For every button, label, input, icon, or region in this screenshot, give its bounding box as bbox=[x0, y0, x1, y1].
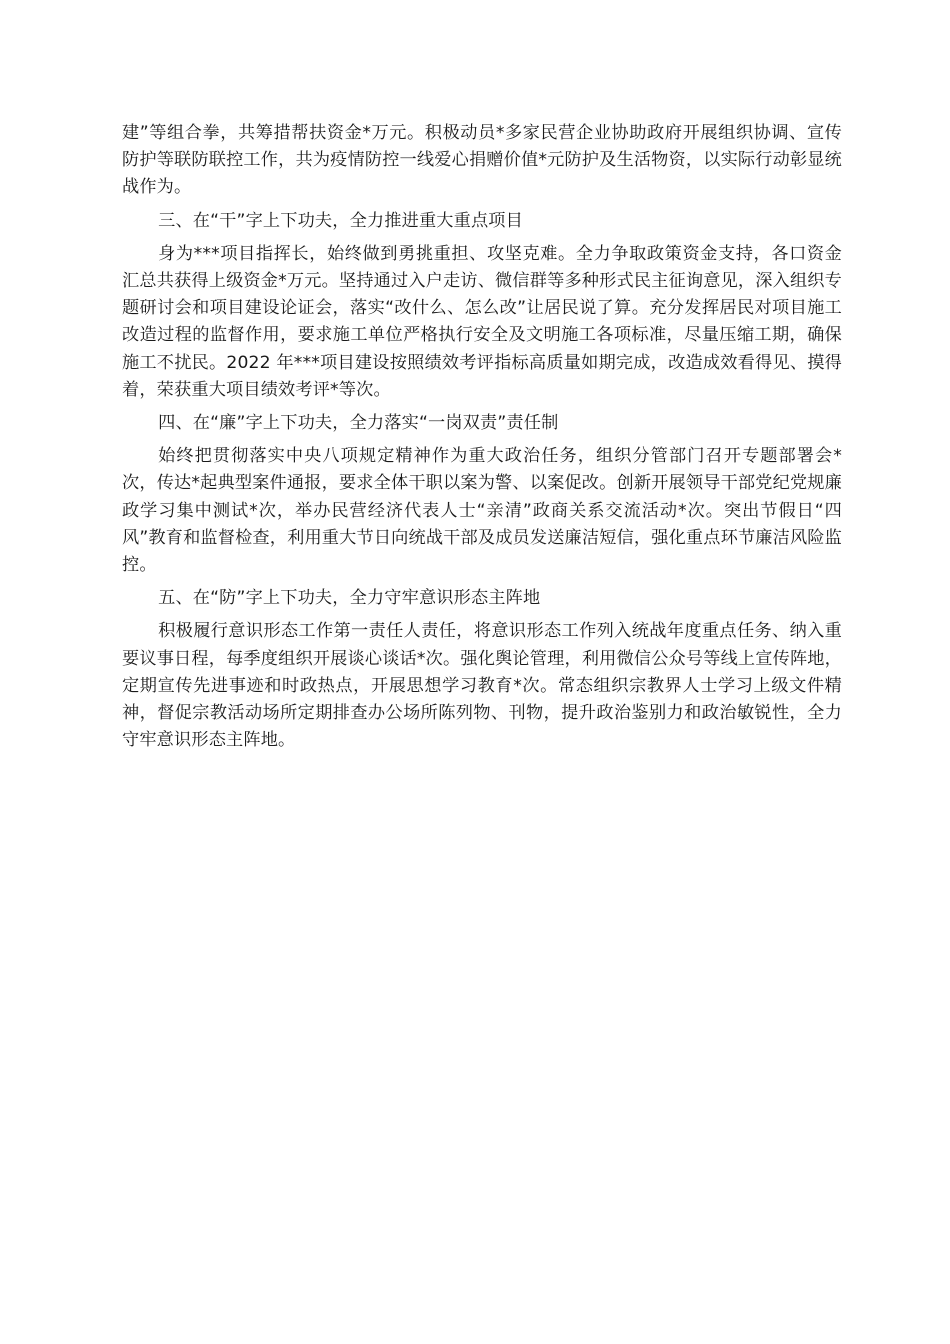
section-heading-3: 三、在“干”字上下功夫，全力推进重大重点项目 bbox=[158, 210, 523, 231]
document-body bbox=[122, 120, 842, 760]
section-heading-5: 五、在“防”字上下功夫，全力守牢意识形态主阵地 bbox=[158, 588, 541, 609]
paragraph-continuation: 建”等组合拳，共筹措帮扶资金*万元。积极动员*多家民营企业协助政府开展组织协调、宣传防护等联防联控工作，共为疫情防控一线爱心捐赠价值*元防护及生活物资，以实际行动彰显统战作为。 bbox=[122, 123, 842, 198]
paragraph-section-4: 始终把贯彻落实中央八项规定精神作为重大政治任务，组织分管部门召开专题部署会*次，传达*起典型案件通报，要求全体干职以案为警、以案促改。创新开展领导干部党纪党规廉政学习集中测试*次，举办民营经济代表人士“亲清”政商关系交流活动*次。突出节假日“四风”教育和监督检查，利用重大节日向统战干部及成员发送廉洁短信，强化重点环节廉洁风险监控。 bbox=[122, 446, 842, 576]
section-heading-4: 四、在“廉”字上下功夫，全力落实“一岗双责”责任制 bbox=[158, 413, 559, 434]
paragraph-section-5: 积极履行意识形态工作第一责任人责任，将意识形态工作列入统战年度重点任务、纳入重要议事日程，每季度组织开展谈心谈话*次。强化舆论管理，利用微信公众号等线上宣传阵地，定期宣传先进事迹和时政热点，开展思想学习教育*次。常态组织宗教界人士学习上级文件精神，督促宗教活动场所定期排查办公场所陈列物、刊物，提升政治鉴别力和政治敏锐性，全力守牢意识形态主阵地。 bbox=[122, 621, 842, 751]
paragraph-section-3: 身为***项目指挥长，始终做到勇挑重担、攻坚克难。全力争取政策资金支持，各口资金汇总共获得上级资金*万元。坚持通过入户走访、微信群等多种形式民主征询意见，深入组织专题研讨会和项目建设论证会，落实“改什么、怎么改”让居民说了算。充分发挥居民对项目施工改造过程的监督作用，要求施工单位严格执行安全及文明施工各项标准，尽量压缩工期，确保施工不扰民。2022 年***项目建设按照绩效考评指标高质量如期完成，改造成效看得见、摸得着，荣获重大项目绩效考评*等次。 bbox=[122, 243, 842, 400]
